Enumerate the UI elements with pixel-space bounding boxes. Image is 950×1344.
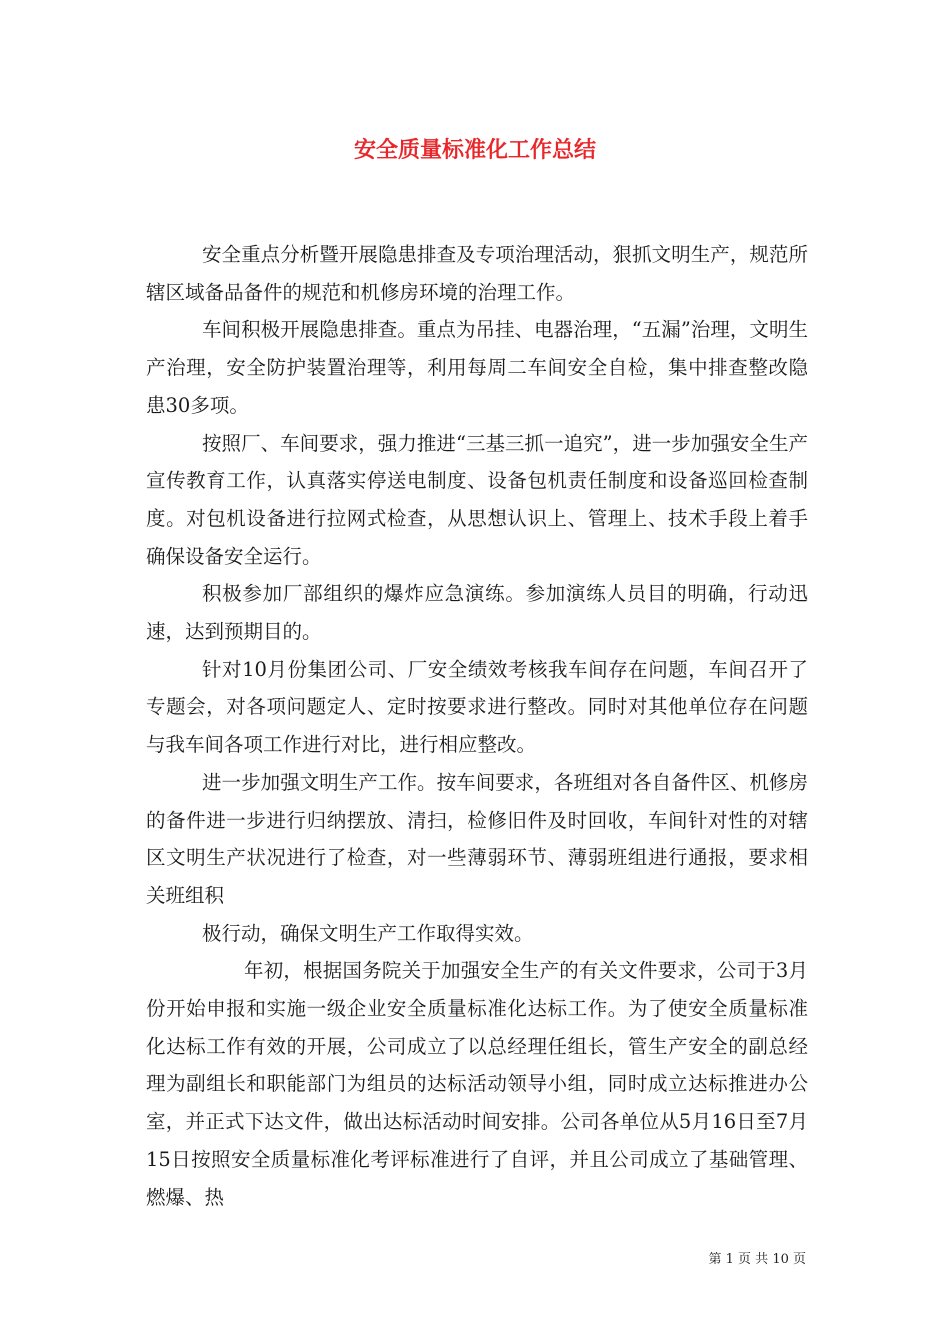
paragraph-3: 按照厂、车间要求，强力推进“三基三抓一追究”，进一步加强安全生产宣传教育工作，认真落实停送电制度、设备包机责任制度和设备巡回检查制度。对包机设备进行拉网式检查，从思想认识上、管理上、技术手段上着手确保设备安全运行。: [146, 431, 808, 568]
paragraph-6: 进一步加强文明生产工作。按车间要求，各班组对各自备件区、机修房的备件进一步进行归纳摆放、清扫，检修旧件及时回收，车间针对性的对辖区文明生产状况进行了检查，对一些薄弱环节、薄弱班组进行通报，要求相关班组积: [146, 770, 808, 907]
paragraph-2: 车间积极开展隐患排查。重点为吊挂、电器治理，“五漏”治理，文明生产治理，安全防护装置治理等，利用每周二车间安全自检，集中排查整改隐患30多项。: [146, 318, 808, 417]
page-number-footer: 第 1 页 共 10 页: [708, 1252, 806, 1267]
document-body: [146, 236, 808, 1216]
paragraph-1: 安全重点分析暨开展隐患排查及专项治理活动，狠抓文明生产，规范所辖区域备品备件的规范和机修房环境的治理工作。: [146, 243, 808, 304]
paragraph-5: 针对10月份集团公司、厂安全绩效考核我车间存在问题，车间召开了专题会，对各项问题定人、定时按要求进行整改。同时对其他单位存在问题与我车间各项工作进行对比，进行相应整改。: [146, 657, 808, 757]
paragraph-4: 积极参加厂部组织的爆炸应急演练。参加演练人员目的明确，行动迅速，达到预期目的。: [146, 582, 808, 644]
paragraph-7: 极行动，确保文明生产工作取得实效。: [202, 921, 534, 945]
paragraph-8: 年初，根据国务院关于加强安全生产的有关文件要求，公司于3月份开始申报和实施一级企业安全质量标准化达标工作。为了使安全质量标准化达标工作有效的开展，公司成立了以总经理任组长，管生产安全的副总经理为副组长和职能部门为组员的达标活动领导小组，同时成立达标推进办公室，并正式下达文件，做出达标活动时间安排。公司各单位从5月16日至7月15日按照安全质量标准化考评标准进行了自评，并且公司成立了基础管理、燃爆、热: [146, 959, 808, 1209]
document-title: 安全质量标准化工作总结: [353, 137, 596, 163]
